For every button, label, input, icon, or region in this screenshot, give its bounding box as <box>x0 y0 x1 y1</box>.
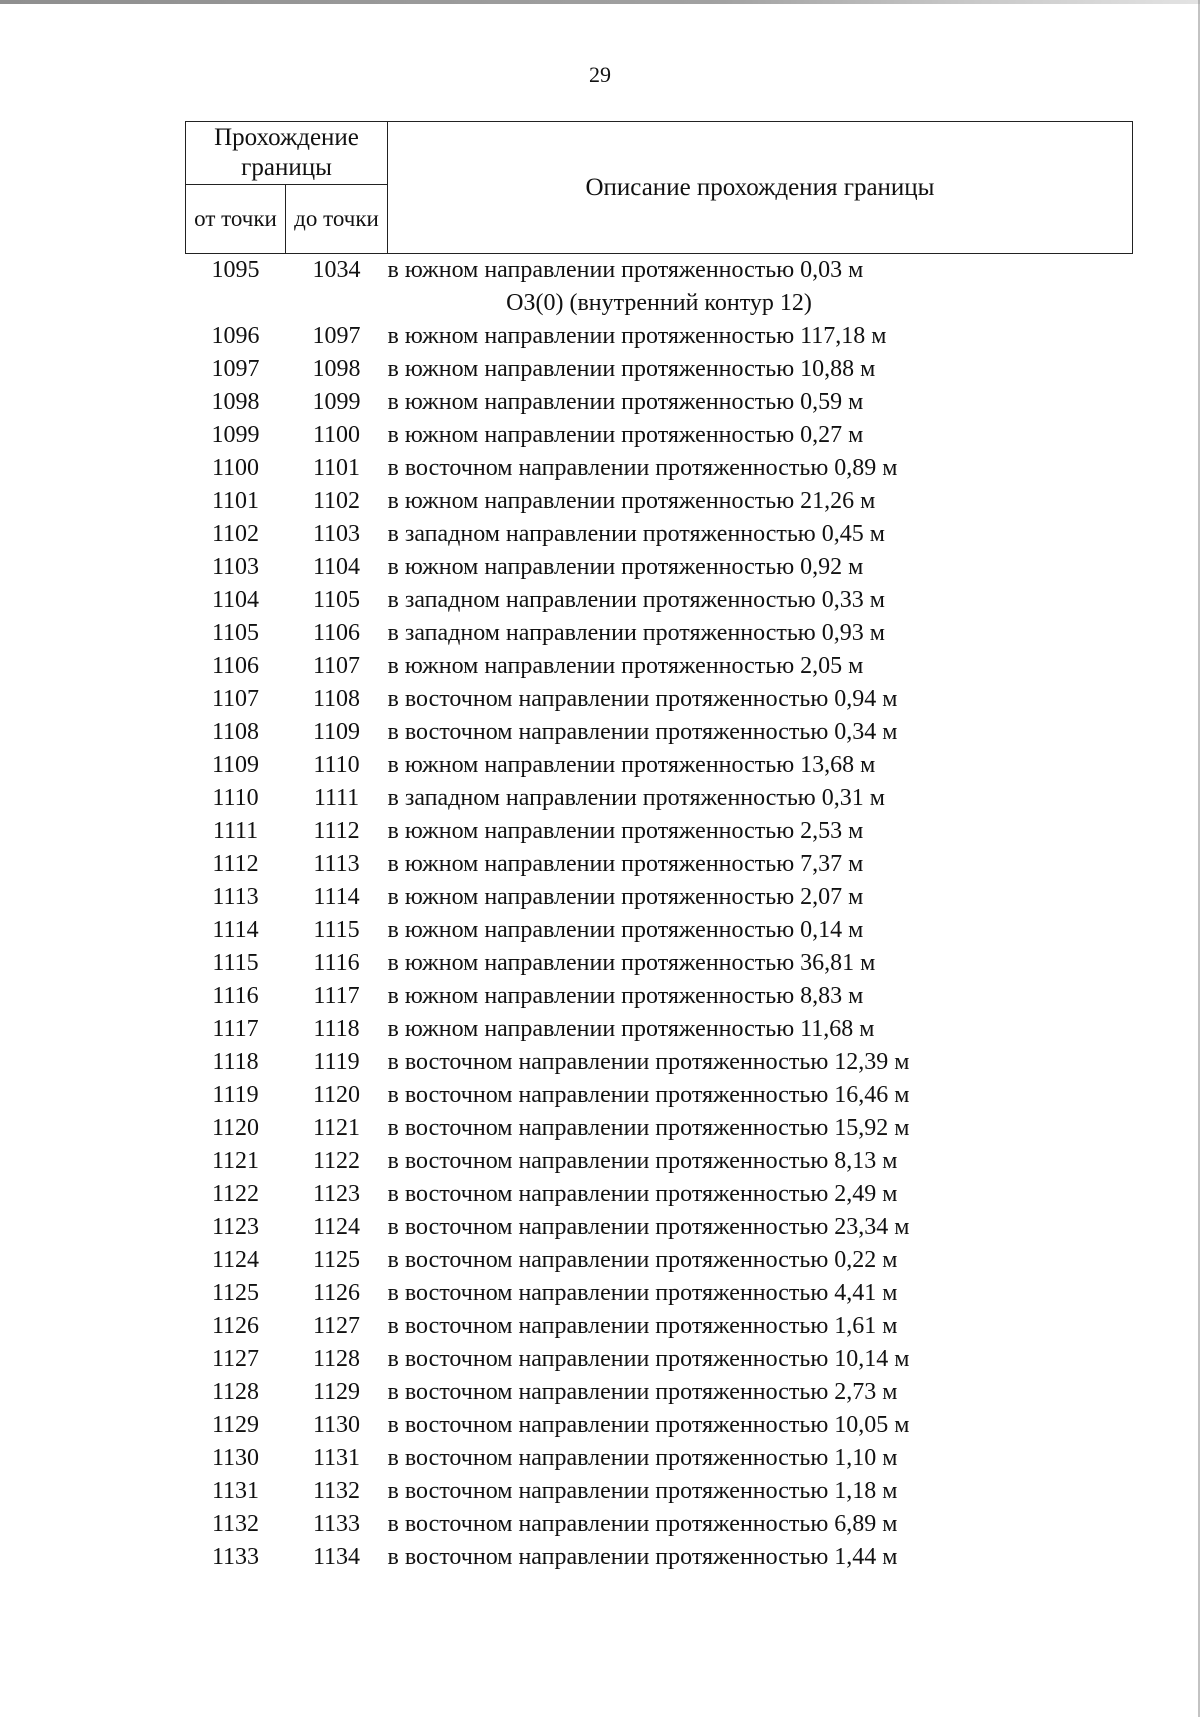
from-point-cell: 1114 <box>212 917 259 943</box>
from-point-cell: 1130 <box>211 1445 260 1471</box>
table-header <box>186 122 1133 254</box>
to-point-cell: 1034 <box>312 257 361 283</box>
to-point-cell: 1099 <box>312 389 361 415</box>
to-point-cell: 1124 <box>312 1214 361 1240</box>
description-cell: в восточном направлении протяженностью 1,44 м <box>387 1544 898 1570</box>
contour-heading: ОЗ(0) (внутренний контур 12) <box>506 290 812 316</box>
header-from-point: от точки <box>186 185 286 254</box>
description-cell: в южном направлении протяженностью 21,26 м <box>387 488 876 514</box>
to-point-cell: 1102 <box>312 488 361 514</box>
table-row <box>186 386 1133 419</box>
from-point-cell: 1121 <box>211 1148 260 1174</box>
to-point-cell: 1107 <box>312 653 361 679</box>
description-cell: в восточном направлении протяженностью 2,49 м <box>387 1181 898 1207</box>
table-row <box>186 1376 1133 1409</box>
table-row <box>186 749 1133 782</box>
table-row <box>186 485 1133 518</box>
description-cell: в восточном направлении протяженностью 1,10 м <box>387 1445 898 1471</box>
description-cell: в южном направлении протяженностью 10,88 м <box>387 356 876 382</box>
table-row <box>186 320 1133 353</box>
description-cell: в восточном направлении протяженностью 15,92 м <box>387 1115 910 1141</box>
from-point-cell: 1096 <box>211 323 260 349</box>
table-row <box>186 584 1133 617</box>
table-row <box>186 815 1133 848</box>
table-row <box>186 1475 1133 1508</box>
from-point-cell: 1118 <box>212 1049 259 1075</box>
table-row <box>186 1244 1133 1277</box>
table-row <box>186 419 1133 452</box>
from-point-cell: 1123 <box>211 1214 260 1240</box>
from-point-cell: 1100 <box>211 455 260 481</box>
header-boundary-passage: Прохождение границы <box>186 122 388 185</box>
description-cell: в восточном направлении протяженностью 1,61 м <box>387 1313 898 1339</box>
table-row <box>186 1343 1133 1376</box>
from-point-cell: 1106 <box>211 653 260 679</box>
from-point-cell: 1097 <box>211 356 260 382</box>
description-cell: в западном направлении протяженностью 0,33 м <box>387 587 885 613</box>
boundary-table <box>185 121 1133 1574</box>
to-point-cell: 1126 <box>312 1280 361 1306</box>
description-cell: в восточном направлении протяженностью 23,34 м <box>387 1214 910 1240</box>
from-point-cell: 1110 <box>212 785 259 811</box>
description-cell: в восточном направлении протяженностью 12,39 м <box>387 1049 910 1075</box>
description-cell: в южном направлении протяженностью 13,68 м <box>387 752 876 778</box>
description-cell: в южном направлении протяженностью 0,59 м <box>387 389 864 415</box>
description-cell: в восточном направлении протяженностью 10,05 м <box>387 1412 910 1438</box>
to-point-cell: 1098 <box>312 356 361 382</box>
to-point-cell: 1105 <box>312 587 361 613</box>
table-row <box>186 1178 1133 1211</box>
table-row <box>186 980 1133 1013</box>
table-row <box>186 1442 1133 1475</box>
table-row <box>186 1508 1133 1541</box>
table-row <box>186 1145 1133 1178</box>
description-cell: в восточном направлении протяженностью 16,46 м <box>387 1082 910 1108</box>
from-point-cell: 1107 <box>211 686 260 712</box>
table-row <box>186 353 1133 386</box>
description-cell: в южном направлении протяженностью 7,37 м <box>387 851 864 877</box>
table-row <box>186 518 1133 551</box>
from-point-cell: 1104 <box>211 587 260 613</box>
from-point-cell: 1127 <box>211 1346 260 1372</box>
table-row <box>186 1541 1133 1574</box>
description-cell: в южном направлении протяженностью 11,68 м <box>387 1016 875 1042</box>
description-cell: в южном направлении протяженностью 0,92 м <box>387 554 864 580</box>
description-cell: в восточном направлении протяженностью 6,89 м <box>387 1511 898 1537</box>
description-cell: в восточном направлении протяженностью 10,14 м <box>387 1346 910 1372</box>
from-point-cell: 1117 <box>212 1016 259 1042</box>
description-cell: в восточном направлении протяженностью 2,73 м <box>387 1379 898 1405</box>
from-point-cell: 1095 <box>211 257 260 283</box>
to-point-cell: 1133 <box>312 1511 361 1537</box>
to-point-cell: 1129 <box>312 1379 361 1405</box>
to-point-cell: 1134 <box>312 1544 361 1570</box>
from-point-cell: 1132 <box>211 1511 260 1537</box>
from-point-cell: 1122 <box>211 1181 260 1207</box>
table-row <box>186 1211 1133 1244</box>
from-point-cell: 1119 <box>212 1082 259 1108</box>
table-row <box>186 782 1133 815</box>
table-row <box>186 914 1133 947</box>
from-point-cell: 1101 <box>211 488 260 514</box>
from-point-cell: 1116 <box>212 983 259 1009</box>
to-point-cell: 1101 <box>312 455 361 481</box>
scan-edge-top <box>0 0 1200 4</box>
from-point-cell: 1105 <box>211 620 260 646</box>
to-point-cell: 1104 <box>312 554 361 580</box>
from-point-cell: 1098 <box>211 389 260 415</box>
table-row <box>186 1112 1133 1145</box>
to-point-cell: 1108 <box>312 686 361 712</box>
header-to-point: до точки <box>286 185 388 254</box>
to-point-cell: 1109 <box>312 719 361 745</box>
to-point-cell: 1128 <box>312 1346 361 1372</box>
description-cell: в южном направлении протяженностью 0,03 м <box>387 257 864 283</box>
description-cell: в южном направлении протяженностью 117,18 м <box>387 323 887 349</box>
description-cell: в восточном направлении протяженностью 0,89 м <box>387 455 898 481</box>
description-cell: в западном направлении протяженностью 0,93 м <box>387 620 885 646</box>
to-point-cell: 1113 <box>313 851 360 877</box>
description-cell: в южном направлении протяженностью 36,81 м <box>387 950 876 976</box>
to-point-cell: 1122 <box>312 1148 361 1174</box>
to-point-cell: 1119 <box>313 1049 360 1075</box>
to-point-cell: 1100 <box>312 422 361 448</box>
to-point-cell: 1097 <box>312 323 361 349</box>
from-point-cell: 1099 <box>211 422 260 448</box>
table-row <box>186 1310 1133 1343</box>
description-cell: в южном направлении протяженностью 8,83 м <box>387 983 864 1009</box>
table-row <box>186 1409 1133 1442</box>
from-point-cell: 1112 <box>212 851 259 877</box>
table-row <box>186 254 1133 288</box>
to-point-cell: 1120 <box>312 1082 361 1108</box>
to-point-cell: 1112 <box>313 818 360 844</box>
table-row <box>186 1277 1133 1310</box>
table-row <box>186 881 1133 914</box>
description-cell: в южном направлении протяженностью 0,14 м <box>387 917 864 943</box>
to-point-cell: 1131 <box>312 1445 361 1471</box>
table-row <box>186 452 1133 485</box>
description-cell: в восточном направлении протяженностью 1,18 м <box>387 1478 898 1504</box>
to-point-cell: 1123 <box>312 1181 361 1207</box>
description-cell: в восточном направлении протяженностью 8,13 м <box>387 1148 898 1174</box>
from-point-cell: 1109 <box>211 752 260 778</box>
description-cell: в южном направлении протяженностью 2,05 м <box>387 653 864 679</box>
to-point-cell: 1116 <box>313 950 360 976</box>
table-row <box>186 1079 1133 1112</box>
description-cell: в восточном направлении протяженностью 0,94 м <box>387 686 898 712</box>
to-point-cell: 1117 <box>313 983 360 1009</box>
description-cell: в южном направлении протяженностью 2,53 м <box>387 818 864 844</box>
table-row <box>186 683 1133 716</box>
table-row <box>186 551 1133 584</box>
to-point-cell: 1103 <box>312 521 361 547</box>
from-point-cell: 1108 <box>211 719 260 745</box>
table-row <box>186 848 1133 881</box>
to-point-cell: 1118 <box>313 1016 360 1042</box>
table-body <box>186 254 1133 1575</box>
to-point-cell: 1127 <box>312 1313 361 1339</box>
description-cell: в западном направлении протяженностью 0,45 м <box>387 521 885 547</box>
table-row <box>186 617 1133 650</box>
to-point-cell: 1115 <box>313 917 360 943</box>
page-number: 29 <box>589 62 611 87</box>
from-point-cell: 1129 <box>211 1412 260 1438</box>
table-row <box>186 716 1133 749</box>
table-row <box>186 1013 1133 1046</box>
description-cell: в южном направлении протяженностью 2,07 м <box>387 884 864 910</box>
from-point-cell: 1128 <box>211 1379 260 1405</box>
to-point-cell: 1130 <box>312 1412 361 1438</box>
from-point-cell: 1125 <box>211 1280 260 1306</box>
description-cell: в западном направлении протяженностью 0,31 м <box>387 785 885 811</box>
from-point-cell: 1124 <box>211 1247 260 1273</box>
from-point-cell: 1126 <box>211 1313 260 1339</box>
header-description: Описание прохождения границы <box>388 122 1133 254</box>
from-point-cell: 1120 <box>211 1115 260 1141</box>
to-point-cell: 1121 <box>312 1115 361 1141</box>
description-cell: в восточном направлении протяженностью 0,22 м <box>387 1247 898 1273</box>
from-point-cell: 1111 <box>212 818 259 844</box>
table-row <box>186 1046 1133 1079</box>
description-cell: в южном направлении протяженностью 0,27 м <box>387 422 864 448</box>
to-point-cell: 1114 <box>313 884 360 910</box>
table-row <box>186 650 1133 683</box>
to-point-cell: 1106 <box>312 620 361 646</box>
from-point-cell: 1102 <box>211 521 260 547</box>
to-point-cell: 1111 <box>313 785 360 811</box>
contour-heading-row <box>186 287 1133 320</box>
from-point-cell: 1115 <box>212 950 259 976</box>
to-point-cell: 1125 <box>312 1247 361 1273</box>
from-point-cell: 1133 <box>211 1544 260 1570</box>
table-row <box>186 947 1133 980</box>
from-point-cell: 1131 <box>211 1478 260 1504</box>
from-point-cell: 1103 <box>211 554 260 580</box>
from-point-cell: 1113 <box>212 884 259 910</box>
to-point-cell: 1132 <box>312 1478 361 1504</box>
to-point-cell: 1110 <box>313 752 360 778</box>
description-cell: в восточном направлении протяженностью 0,34 м <box>387 719 898 745</box>
description-cell: в восточном направлении протяженностью 4,41 м <box>387 1280 898 1306</box>
